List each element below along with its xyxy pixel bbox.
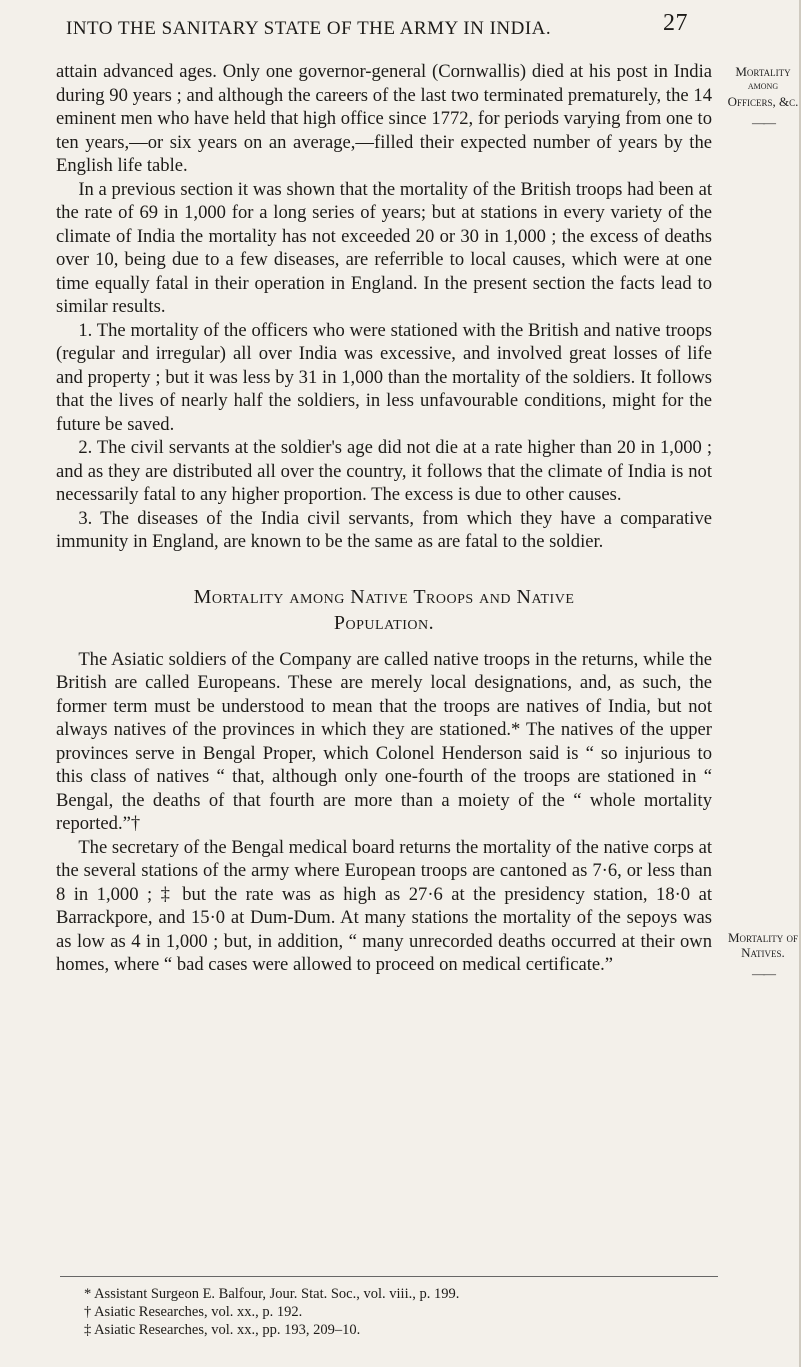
footnote-rule [60,1276,718,1277]
section-heading-line-1: Mortality among Native Troops and Native [193,585,575,608]
paragraph-point-2: 2. The civil servants at the soldier's age did not die at a rate higher than 20 in 1,000 ; and as they are distributed all over the country, it follows that the climate of India is not necessarily fatal to any higher proportion. The excess is due to other causes. [56,437,712,505]
margin-note-line: Natives. [741,945,785,960]
section-heading-line-2: Population. [333,611,435,634]
margin-note-line: among [747,80,779,92]
paragraph-previous-section: In a previous section it was shown that the mortality of the British troops had been at the rate of 69 in 1,000 for a long series of years; but at stations in every variety of the climate of India the mortality has not exceeded 20 or 30 in 1,000 ; the excess of deaths over 10, being due to a few diseases, are referrible to local causes, which were at one time equally fatal in their operation in England. In the present section the facts lead to similar results. [56,178,712,317]
margin-note-natives [725,930,801,981]
margin-note-line: Mortality [735,64,791,79]
margin-note-line: Officers, &c. [727,94,799,109]
margin-note-dash: —— [752,966,774,981]
margin-note-line: Mortality of [727,930,799,945]
margin-note-dash: —— [752,115,774,130]
footnote: † Asiatic Researches, vol. xx., p. 192. [84,1304,303,1320]
paragraph-point-3: 3. The diseases of the India civil servants, from which they have a comparative immunity in England, are known to be the same as are fatal to the soldier. [56,507,712,552]
footnote: ‡ Asiatic Researches, vol. xx., pp. 193, 209–10. [84,1322,361,1338]
paragraph-governors: attain advanced ages. Only one governor-general (Cornwallis) died at his post in India during 90 years ; and although the careers of the last two terminated prematurely, the 14 eminent men who have held that high office since 1772, for periods varying from one to ten years,—or six years on an average,—filled their expected number of years by the English life table. [56,61,712,176]
margin-note-officers [725,64,801,130]
body-text [56,60,712,977]
footnotes [84,1285,724,1339]
section-heading [56,584,712,636]
page-number: 27 [663,10,688,36]
paragraph-point-1: 1. The mortality of the officers who were stationed with the British and native troops (regular and irregular) all over India was excessive, and involved great losses of life and property ; but it was less by 31 in 1,000 than the mortality of the soldiers. It follows that the lives of nearly half the soldiers, in less unfavourable conditions, might for the future be saved. [56,319,712,435]
footnote: * Assistant Surgeon E. Balfour, Jour. Stat. Soc., vol. viii., p. 199. [84,1286,460,1302]
running-head-title: INTO THE SANITARY STATE OF THE ARMY IN INDIA. [66,18,552,39]
paragraph-bengal-board: The secretary of the Bengal medical board returns the mortality of the native corps at the several stations of the army where European troops are cantoned as 7·6, or less than 8 in 1,000 ; ‡ but the rate was as high as 27·6 at the presidency station, 18·0 at Barrackpore, and 15·0 at Dum-Dum. At many stations the mortality of the sepoys was as low as 4 in 1,000 ; but, in addition, “ many unrecorded deaths occurred at their own homes, where “ bad cases were allowed to proceed on medical certificate.” [56,836,712,975]
paragraph-native-troops: The Asiatic soldiers of the Company are called native troops in the returns, while the British are called Europeans. These are merely local designations, and, as such, the former term must be understood to mean that the troops are natives of India, but not always natives of the provinces in which they are stationed.* The natives of the upper provinces serve in Bengal Proper, which Colonel Henderson said is “ so injurious to this class of natives “ that, although only one-fourth of the troops are stationed in “ Bengal, the deaths of that fourth are more than a moiety of the “ whole mortality reported.”† [56,648,712,834]
